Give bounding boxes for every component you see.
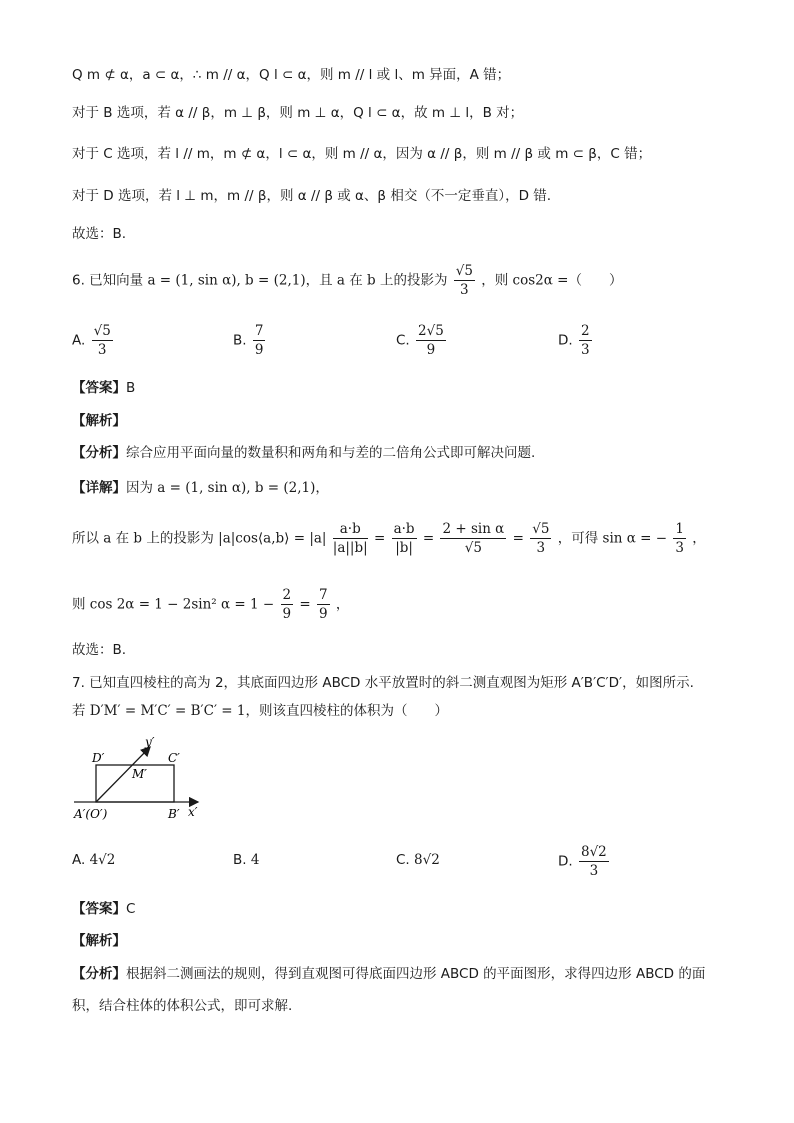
q7-option-a[interactable]: A. 4√2 [72, 852, 116, 868]
choose-line: 故选：B. [72, 226, 127, 242]
solution-line-c: 对于 C 选项，若 l // m，m ⊄ α，l ⊂ α，则 m // α，因为 α // β，则 m // β 或 m ⊂ β，C 错； [72, 146, 652, 162]
q6-analysis-tag: 【解析】 [72, 413, 126, 429]
q7-option-c[interactable]: C. 8√2 [396, 852, 440, 868]
label-y: y′ [145, 735, 155, 749]
q6-option-d[interactable]: D. $\frac{2}{3}$ [558, 323, 590, 358]
q6-option-c[interactable]: C. $\frac{2√5}{9}$ [396, 323, 444, 358]
label-b: B′ [168, 807, 180, 821]
q7-fenxi-1: 【分析】根据斜二测画法的规则，得到直观图可得底面四边形 ABCD 的平面图形，求得四边形 ABCD 的面 [72, 966, 706, 982]
q7-stem-2: 若 D′M′ = M′C′ = B′C′ = 1，则该直四棱柱的体积为（ ） [72, 703, 449, 719]
q6-stem-fraction: $\frac{√5}{3}$ [455, 263, 473, 298]
q6-xiangjie: 【详解】因为 a = (1, sin α), b = (2,1)， [72, 480, 329, 496]
q6-option-a[interactable]: A. $\frac{√5}{3}$ [72, 323, 111, 358]
solution-line-d: 对于 D 选项，若 l ⊥ m，m // β，则 α // β 或 α、β 相交（不一定垂直），D 错. [72, 188, 552, 204]
q7-option-d[interactable]: D. $\frac{8√2}{3}$ [558, 844, 607, 879]
label-a: A′(O′) [74, 807, 108, 821]
label-x: x′ [188, 805, 198, 819]
q6-projection-line: 所以 a 在 b 上的投影为 |a|cos⟨a,b⟩ = |a| $\frac{a\cdot b}{|a||b|}$ = $\frac{a\cdot b}{|b|}$ = $\frac{\text{2 + sin α}}{√5}$ = $\frac{√5}{3}$ ，可得 sin α = − $\frac{1}{3}$ ， [72, 521, 706, 556]
q6-option-b[interactable]: B. $\frac{7}{9}$ [233, 323, 264, 358]
q6-cos-line: 则 cos 2α = 1 − 2sin² α = 1 − $\frac{2}{9}$ = $\frac{7}{9}$ ， [72, 587, 350, 622]
solution-line-a: Q m ⊄ α，a ⊂ α，∴ m // α，Q l ⊂ α，则 m // l 或 l、m 异面，A 错； [72, 67, 511, 83]
q6-answer: 【答案】B [72, 380, 136, 396]
q7-option-b[interactable]: B. 4 [233, 852, 260, 868]
q7-figure [70, 730, 210, 825]
q6-fenxi: 【分析】综合应用平面向量的数量积和两角和与差的二倍角公式即可解决问题. [72, 445, 536, 461]
label-m: M′ [132, 767, 148, 781]
label-c: C′ [168, 751, 180, 765]
solution-line-b: 对于 B 选项，若 α // β，m ⊥ β，则 m ⊥ α，Q l ⊂ α，故 m ⊥ l，B 对； [72, 105, 524, 121]
q6-choose: 故选：B. [72, 642, 127, 658]
q7-analysis-tag: 【解析】 [72, 933, 126, 949]
label-d: D′ [92, 751, 105, 765]
q7-stem-1: 7. 已知直四棱柱的高为 2，其底面四边形 ABCD 水平放置时的斜二测直观图为矩形 A′B′C′D′，如图所示. [72, 675, 694, 691]
q7-fenxi-2: 积，结合柱体的体积公式，即可求解. [72, 998, 293, 1014]
q6-stem: 6. 已知向量 a = (1, sin α), b = (2,1)，且 a 在 b 上的投影为 $\frac{√5}{3}$ ，则 cos2α =（ ） [72, 263, 623, 298]
q7-answer: 【答案】C [72, 901, 136, 917]
